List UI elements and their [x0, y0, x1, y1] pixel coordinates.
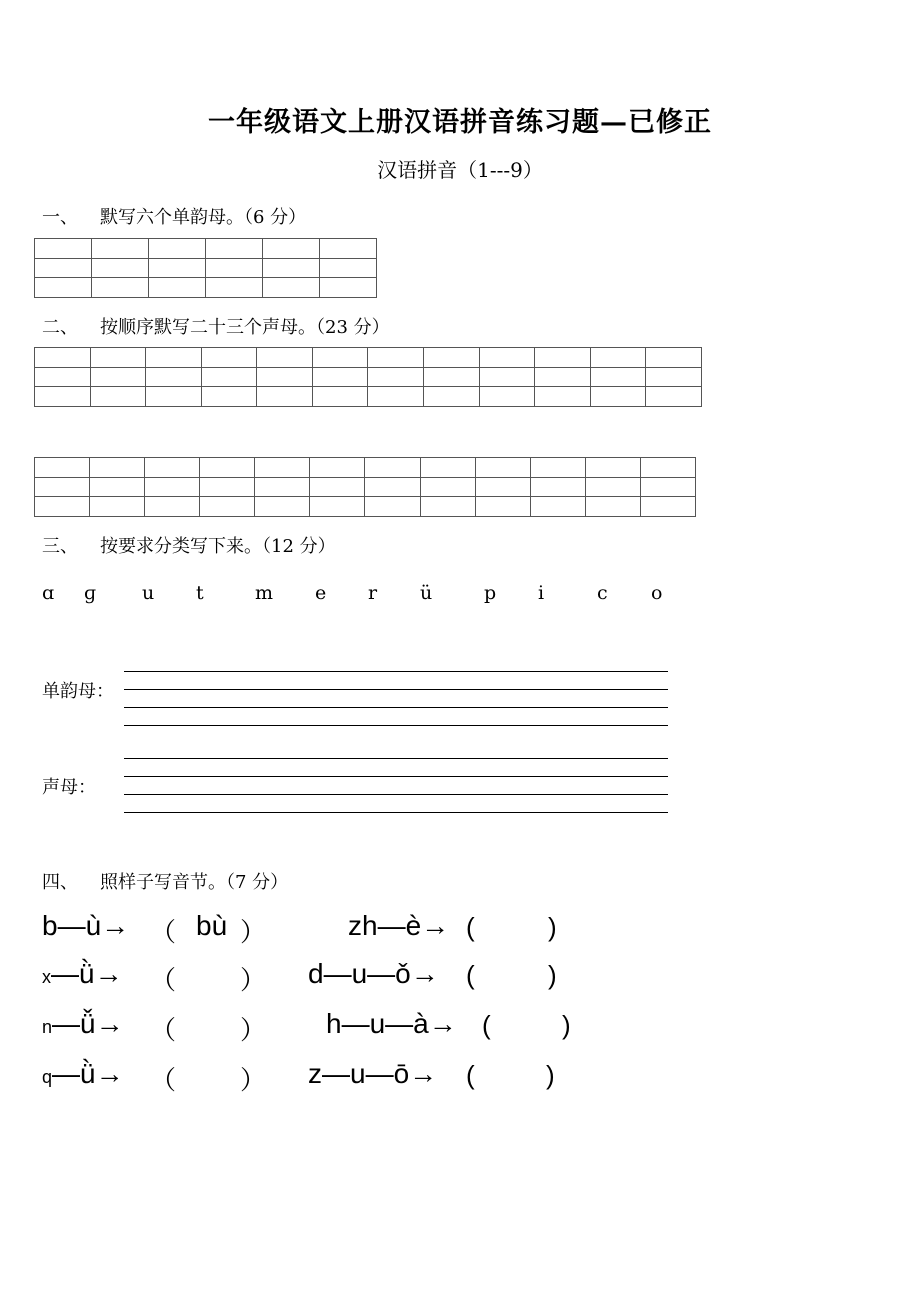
grid-cell[interactable] [90, 497, 145, 517]
open-paren: ( [482, 1010, 491, 1040]
answer-blank[interactable] [482, 963, 544, 991]
section-3-number: 三、 [42, 536, 78, 557]
grid-cell[interactable] [35, 458, 90, 478]
close-paren: ） [240, 1065, 267, 1095]
grid-cell[interactable] [263, 278, 320, 298]
grid-cell[interactable] [312, 367, 368, 387]
grid-cell[interactable] [479, 348, 535, 368]
section-1-number: 一、 [42, 207, 78, 228]
section-4-text: 照样子写音节。（7 分） [100, 872, 289, 893]
grid-row [35, 387, 702, 407]
grid-row [35, 477, 696, 497]
grid-cell[interactable] [320, 278, 377, 298]
grid-row [35, 278, 377, 298]
grid-cell[interactable] [145, 497, 200, 517]
grid-cell[interactable] [145, 458, 200, 478]
grid-cell[interactable] [200, 458, 255, 478]
close-paren: ） [240, 1015, 267, 1045]
grid-cell[interactable] [257, 367, 313, 387]
grid-cell[interactable] [475, 477, 530, 497]
grid-cell[interactable] [646, 387, 702, 407]
arrow-icon: → [428, 1008, 457, 1039]
grid-cell[interactable] [646, 367, 702, 387]
answer-blank[interactable] [176, 963, 240, 991]
letter-item: m [255, 582, 274, 604]
letter-item: ɑ [42, 582, 55, 604]
arrow-icon: → [410, 958, 439, 989]
grid-cell[interactable] [320, 239, 377, 259]
grid-cell[interactable] [479, 367, 535, 387]
grid-cell[interactable] [35, 348, 91, 368]
letter-item: ɡ [84, 582, 97, 604]
grid-cell[interactable] [255, 477, 310, 497]
section-2-heading [42, 313, 390, 339]
letter-item: o [651, 582, 663, 604]
open-paren: ( [466, 912, 475, 942]
writing-line[interactable] [124, 794, 668, 795]
grid-cell[interactable] [263, 258, 320, 278]
grid-cell[interactable] [420, 458, 475, 478]
answer-blank[interactable] [176, 1063, 240, 1091]
letter-item: u [142, 582, 155, 604]
grid-cell[interactable] [424, 348, 480, 368]
writing-line[interactable] [124, 707, 668, 708]
grid-cell[interactable] [420, 477, 475, 497]
grid-cell[interactable] [585, 458, 640, 478]
grid-row [35, 367, 702, 387]
section-4-heading [42, 868, 288, 894]
close-paren: ） [240, 917, 267, 947]
grid-cell[interactable] [585, 477, 640, 497]
letter-item: t [196, 582, 204, 604]
grid-cell[interactable] [263, 239, 320, 259]
writing-line[interactable] [124, 689, 668, 690]
section-3-heading [42, 532, 336, 558]
grid-cell[interactable] [365, 497, 420, 517]
section-1-heading [42, 203, 306, 229]
grid-cell[interactable] [200, 477, 255, 497]
grid-cell[interactable] [368, 348, 424, 368]
grid-cell[interactable] [35, 367, 91, 387]
grid-cell[interactable] [640, 458, 695, 478]
page-title: 一年级语文上册汉语拼音练习题—已修正 [208, 107, 712, 138]
grid-cell[interactable] [35, 387, 91, 407]
answer-blank[interactable] [498, 1013, 558, 1041]
answer-blank[interactable] [482, 915, 544, 943]
grid-cell[interactable] [312, 387, 368, 407]
arrow-icon: → [421, 910, 450, 941]
grid-cell[interactable] [530, 497, 585, 517]
grid-cell[interactable] [365, 477, 420, 497]
grid-cell[interactable] [590, 348, 646, 368]
grid-cell[interactable] [145, 477, 200, 497]
section-4-number: 四、 [42, 872, 78, 893]
grid-cell[interactable] [368, 367, 424, 387]
grid-cell[interactable] [257, 387, 313, 407]
syllable-prompt: d—u—ǒ→ [308, 958, 439, 989]
grid-cell[interactable] [201, 387, 257, 407]
letter-item: c [597, 582, 608, 604]
arrow-icon: → [94, 958, 123, 989]
initials-label: 声母： [42, 777, 96, 798]
letter-item: r [368, 582, 378, 604]
grid-cell[interactable] [530, 477, 585, 497]
grid-row [35, 239, 377, 259]
syllable-prompt: zh—è→ [348, 910, 450, 941]
grid-cell[interactable] [255, 458, 310, 478]
answer-blank[interactable] [176, 1013, 240, 1041]
grid-cell[interactable] [90, 477, 145, 497]
grid-cell[interactable] [206, 258, 263, 278]
close-paren: ) [548, 960, 557, 990]
syllable-prompt: h—u—à→ [326, 1008, 457, 1039]
grid-cell[interactable] [201, 348, 257, 368]
grid-cell[interactable] [310, 497, 365, 517]
grid-cell[interactable] [420, 497, 475, 517]
close-paren: ) [548, 912, 557, 942]
grid-row [35, 348, 702, 368]
letter-item: p [484, 582, 497, 604]
grid-cell[interactable] [206, 239, 263, 259]
writing-line[interactable] [124, 758, 668, 759]
letter-item: e [315, 582, 327, 604]
grid-row [35, 458, 696, 478]
grid-cell[interactable] [92, 278, 149, 298]
example-syllable: b—ù→ [42, 910, 130, 941]
arrow-icon: → [101, 910, 130, 941]
open-paren: （ [150, 1065, 177, 1095]
grid-cell[interactable] [585, 497, 640, 517]
open-paren: ( [466, 1060, 475, 1090]
initials-writing-grid-2[interactable] [34, 457, 696, 517]
grid-cell[interactable] [90, 367, 146, 387]
writing-line[interactable] [124, 776, 668, 777]
grid-cell[interactable] [590, 387, 646, 407]
grid-cell[interactable] [255, 497, 310, 517]
grid-cell[interactable] [535, 367, 591, 387]
answer-blank[interactable] [482, 1063, 544, 1091]
open-paren: （ [150, 965, 177, 995]
grid-cell[interactable] [646, 348, 702, 368]
section-2-text: 按顺序默写二十三个声母。（23 分） [100, 317, 390, 338]
grid-cell[interactable] [424, 367, 480, 387]
open-paren: ( [466, 960, 475, 990]
letter-item: ü [420, 582, 433, 604]
syllable-prompt: n—ǚ→ [42, 1008, 124, 1039]
syllable-prompt: q—ǜ→ [42, 1058, 124, 1089]
example-answer: bù [196, 910, 228, 941]
grid-cell[interactable] [424, 387, 480, 407]
grid-cell[interactable] [149, 278, 206, 298]
grid-cell[interactable] [92, 239, 149, 259]
grid-cell[interactable] [530, 458, 585, 478]
grid-cell[interactable] [535, 387, 591, 407]
section-1-text: 默写六个单韵母。（6 分） [100, 207, 307, 228]
grid-cell[interactable] [479, 387, 535, 407]
grid-cell[interactable] [90, 348, 146, 368]
grid-cell[interactable] [90, 458, 145, 478]
grid-cell[interactable] [640, 497, 695, 517]
close-paren: ) [546, 1060, 555, 1090]
writing-line[interactable] [124, 671, 668, 672]
syllable-prompt: z—u—ō→ [308, 1058, 438, 1089]
grid-cell[interactable] [146, 348, 202, 368]
grid-row [35, 497, 696, 517]
grid-cell[interactable] [35, 497, 90, 517]
grid-cell[interactable] [35, 258, 92, 278]
grid-cell[interactable] [320, 258, 377, 278]
grid-cell[interactable] [149, 258, 206, 278]
grid-cell[interactable] [535, 348, 591, 368]
arrow-icon: → [95, 1008, 124, 1039]
grid-cell[interactable] [257, 348, 313, 368]
letter-item: i [538, 582, 545, 604]
open-paren: （ [150, 1015, 177, 1045]
grid-cell[interactable] [640, 477, 695, 497]
grid-cell[interactable] [35, 239, 92, 259]
grid-cell[interactable] [310, 458, 365, 478]
close-paren: ） [240, 965, 267, 995]
grid-cell[interactable] [475, 497, 530, 517]
grid-cell[interactable] [310, 477, 365, 497]
grid-cell[interactable] [365, 458, 420, 478]
grid-cell[interactable] [201, 367, 257, 387]
letter-row [42, 582, 682, 606]
grid-cell[interactable] [35, 477, 90, 497]
open-paren: （ [150, 917, 177, 947]
grid-cell[interactable] [475, 458, 530, 478]
section-3-text: 按要求分类写下来。（12 分） [100, 536, 336, 557]
grid-cell[interactable] [590, 367, 646, 387]
grid-cell[interactable] [368, 387, 424, 407]
grid-cell[interactable] [146, 387, 202, 407]
syllable-prompt: x—ǜ→ [42, 958, 123, 989]
finals-writing-grid[interactable] [34, 238, 377, 298]
arrow-icon: → [95, 1058, 124, 1089]
writing-line[interactable] [124, 812, 668, 813]
grid-cell[interactable] [149, 239, 206, 259]
grid-row [35, 258, 377, 278]
section-2-number: 二、 [42, 317, 78, 338]
finals-label: 单韵母： [42, 681, 114, 702]
page-subtitle: 汉语拼音（1---9） [377, 158, 543, 182]
grid-cell[interactable] [146, 367, 202, 387]
grid-cell[interactable] [35, 278, 92, 298]
close-paren: ) [562, 1010, 571, 1040]
arrow-icon: → [409, 1058, 438, 1089]
grid-cell[interactable] [92, 258, 149, 278]
grid-cell[interactable] [200, 497, 255, 517]
grid-cell[interactable] [312, 348, 368, 368]
initials-writing-grid-1[interactable] [34, 347, 702, 407]
grid-cell[interactable] [90, 387, 146, 407]
writing-line[interactable] [124, 725, 668, 726]
grid-cell[interactable] [206, 278, 263, 298]
